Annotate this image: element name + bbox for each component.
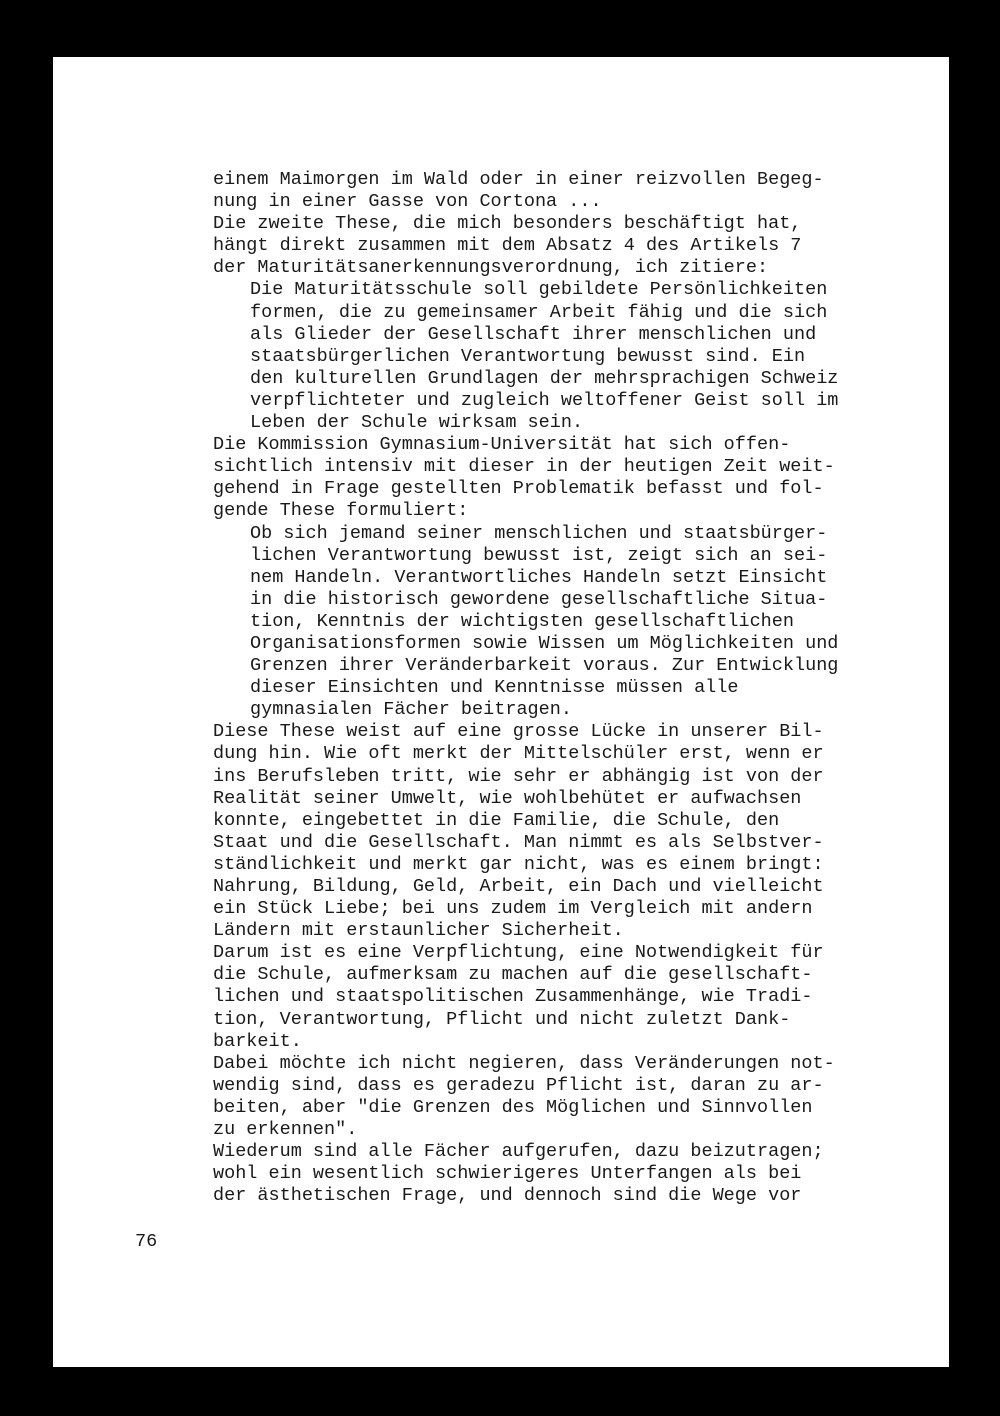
text-line: einem Maimorgen im Wald oder in einer reizvollen Begeg- [213,169,824,190]
text-line: gende These formuliert: [213,500,469,522]
text-line: Wiederum sind alle Fächer aufgerufen, dazu beizutragen; [213,1141,824,1163]
text-line: Diese These weist auf eine grosse Lücke in unserer Bil- [213,721,824,743]
text-line: Die zweite These, die mich besonders beschäftigt hat, [213,213,802,235]
text-line: dung hin. Wie oft merkt der Mittelschüler erst, wenn er [213,743,824,765]
block-quote [213,279,933,434]
text-line: dieser Einsichten und Kenntnisse müssen alle [250,677,739,699]
paragraph [213,721,933,942]
text-line: lichen und staatspolitischen Zusammenhänge, wie Tradi- [213,986,813,1008]
text-line: verpflichteter und zugleich weltoffener Geist soll im [250,389,839,411]
paragraph [213,1141,933,1207]
text-line: der Maturitätsanerkennungsverordnung, ich zitiere: [213,257,769,279]
text-line: den kulturellen Grundlagen der mehrsprachigen Schweiz [250,367,839,389]
text-line: zu erkennen". [213,1119,358,1141]
paragraph [213,942,933,1052]
text-line: Die Kommission Gymnasium-Universität hat sich offen- [213,434,791,456]
text-line: Nahrung, Bildung, Geld, Arbeit, ein Dach und vielleicht [213,876,824,897]
text-line: Organisationsformen sowie Wissen um Möglichkeiten und [250,632,839,654]
text-line: in die historisch gewordene gesellschaftliche Situa- [250,588,828,610]
document-page [53,57,949,1367]
paragraph [213,213,933,279]
text-line: barkeit. [213,1030,302,1052]
text-line: hängt direkt zusammen mit dem Absatz 4 des Artikels 7 [213,235,802,257]
text-line: tion, Kenntnis der wichtigsten gesellschaftlichen [250,610,794,632]
text-line: ins Berufsleben tritt, wie sehr er abhängig ist von der [213,765,824,787]
paragraph [213,1053,933,1141]
text-line: der ästhetischen Frage, und dennoch sind die Wege vor [213,1185,802,1207]
text-line: formen, die zu gemeinsamer Arbeit fähig und die sich [250,301,828,323]
body-text [213,169,933,1207]
text-line: nung in einer Gasse von Cortona ... [213,191,602,213]
text-line: als Glieder der Gesellschaft ihrer menschlichen und [250,323,817,345]
text-line: Leben der Schule wirksam sein. [250,412,584,434]
text-line: ein Stück Liebe; bei uns zudem im Vergleich mit andern [213,898,813,920]
text-line: ständlichkeit und merkt gar nicht, was es einem bringt: [213,853,824,875]
text-line: Grenzen ihrer Veränderbarkeit voraus. Zur Entwicklung [250,655,839,677]
text-line: Staat und die Gesellschaft. Man nimmt es als Selbstver- [213,831,824,853]
text-line: konnte, eingebettet in die Familie, die Schule, den [213,809,780,831]
text-line: staatsbürgerlichen Verantwortung bewusst sind. Ein [250,345,806,367]
text-line: tion, Verantwortung, Pflicht und nicht zuletzt Dank- [213,1008,791,1030]
text-line: nem Handeln. Verantwortliches Handeln setzt Einsicht [250,566,828,588]
text-line: sichtlich intensiv mit dieser in der heutigen Zeit weit- [213,456,835,478]
text-line: wohl ein wesentlich schwierigeres Unterfangen als bei [213,1163,802,1185]
text-line: gehend in Frage gestellten Problematik befasst und fol- [213,478,824,500]
page-number: 76 [135,1231,158,1252]
block-quote [213,523,933,722]
paragraph [213,169,933,213]
text-line: Ob sich jemand seiner menschlichen und staatsbürger- [250,522,828,544]
text-line: lichen Verantwortung bewusst ist, zeigt sich an sei- [250,544,828,566]
text-line: Die Maturitätsschule soll gebildete Persönlichkeiten [250,279,828,301]
paragraph [213,434,933,522]
text-line: Dabei möchte ich nicht negieren, dass Veränderungen not- [213,1052,835,1074]
text-line: gymnasialen Fächer beitragen. [250,699,572,721]
text-line: die Schule, aufmerksam zu machen auf die gesellschaft- [213,964,813,986]
text-line: wendig sind, dass es geradezu Pflicht ist, daran zu ar- [213,1074,824,1096]
text-line: beiten, aber "die Grenzen des Möglichen und Sinnvollen [213,1096,813,1118]
text-line: Ländern mit erstaunlicher Sicherheit. [213,920,624,942]
text-line: Realität seiner Umwelt, wie wohlbehütet er aufwachsen [213,787,802,809]
text-line: Darum ist es eine Verpflichtung, eine Notwendigkeit für [213,942,824,964]
